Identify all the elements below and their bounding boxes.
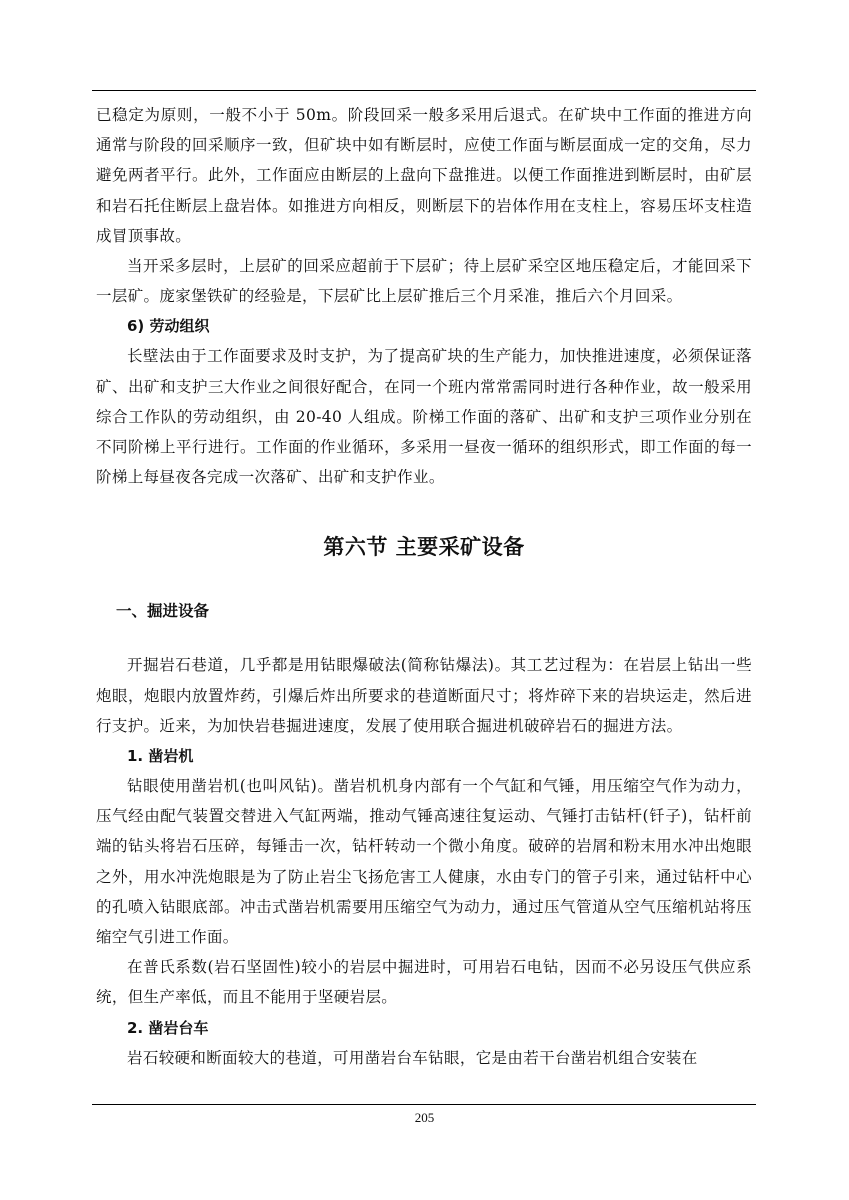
subheading-rock-drill: 1. 凿岩机 — [127, 747, 194, 766]
paragraph-electric-drill: 在普氏系数(岩石坚固性)较小的岩层中掘进时，可用岩石电钻，因而不必另设压气供应系统，但生产率低，而且不能用于坚硬岩层。 — [96, 958, 752, 1007]
header-rule — [92, 90, 756, 91]
page-body — [96, 100, 752, 1073]
paragraph-multi-layer-mining: 当开采多层时，上层矿的回采应超前于下层矿；待上层矿采空区地压稳定后，才能回采下一层矿。庞家堡铁矿的经验是，下层矿比上层矿推后三个月采准，推后六个月回采。 — [96, 257, 752, 306]
heading-excavation-equipment: 一、掘进设备 — [116, 602, 210, 621]
footer-rule — [92, 1104, 756, 1105]
paragraph-stope-advance: 已稳定为原则，一般不小于 50m。阶段回采一般多采用后退式。在矿块中工作面的推进方向通常与阶段的回采顺序一致，但矿块中如有断层时，应使工作面与断层面成一定的交角，尽力避免两者平行。此外，工作面应由断层的上盘向下盘推进。以便工作面推进到断层时，由矿层和岩石托住断层上盘岩体。如推进方向相反，则断层下的岩体作用在支柱上，容易压坏支柱造成冒顶事故。 — [96, 106, 752, 245]
paragraph-labor-organization: 长壁法由于工作面要求及时支护，为了提高矿块的生产能力，加快推进速度，必须保证落矿、出矿和支护三大作业之间很好配合，在同一个班内常常需同时进行各种作业，故一般采用综合工作队的劳动组织，由 20-40 人组成。阶梯工作面的落矿、出矿和支护三项作业分别在不同阶梯上平行进行。工作面的作业循环，多采用一昼夜一循环的组织形式，即工作面的每一阶梯上每昼夜各完成一次落矿、出矿和支护作业。 — [96, 347, 752, 487]
section-title: 第六节 主要采矿设备 — [323, 535, 525, 560]
paragraph-drill-blast-method: 开掘岩石巷道，几乎都是用钻眼爆破法(简称钻爆法)。其工艺过程为：在岩层上钻出一些炮眼，炮眼内放置炸药，引爆后炸出所要求的巷道断面尺寸；将炸碎下来的岩块运走，然后进行支护。近来，为加快岩巷掘进速度，发展了使用联合掘进机破碎岩石的掘进方法。 — [96, 656, 752, 735]
paragraph-rock-drill: 钻眼使用凿岩机(也叫风钻)。凿岩机机身内部有一个气缸和气锤，用压缩空气作为动力，压气经由配气装置交替进入气缸两端，推动气锤高速往复运动、气锤打击钻杆(钎子)，钻杆前端的钻头将岩石压碎，每锤击一次，钻杆转动一个微小角度。破碎的岩屑和粉末用水冲出炮眼之外，用水冲洗炮眼是为了防止岩尘飞扬危害工人健康，水由专门的管子引来，通过钻杆中心的孔喷入钻眼底部。冲击式凿岩机需要用压缩空气为动力，通过压气管道从空气压缩机站将压缩空气引进工作面。 — [96, 777, 752, 947]
subheading-drill-jumbo: 2. 凿岩台车 — [127, 1018, 209, 1037]
subheading-labor-organization: 6) 劳动组织 — [127, 317, 210, 336]
page-number: 205 — [414, 1110, 435, 1125]
paragraph-drill-jumbo: 岩石较硬和断面较大的巷道，可用凿岩台车钻眼，它是由若干台凿岩机组合安装在 — [127, 1048, 698, 1067]
